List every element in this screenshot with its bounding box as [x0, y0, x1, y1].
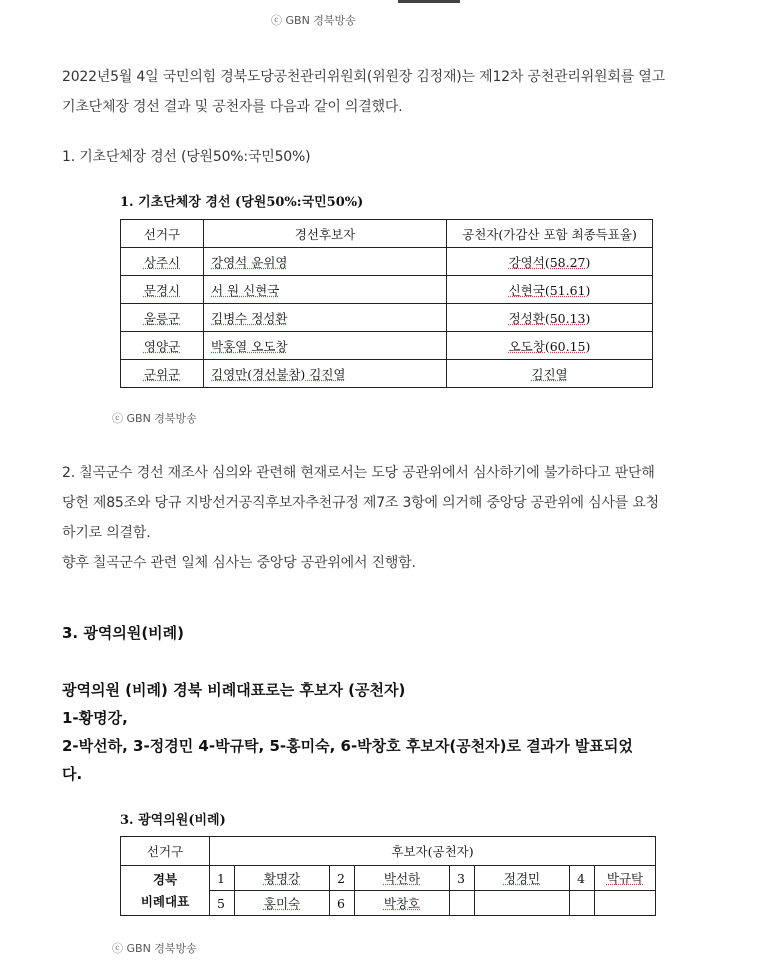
table1-caption: 1. 기초단체장 경선 (당원50%:국민50%)	[120, 195, 364, 210]
table-row	[121, 866, 656, 891]
district-cell: 군위군	[143, 366, 181, 382]
intro-paragraph	[62, 62, 665, 122]
candidates-cell: 강영석 윤위영	[211, 254, 288, 270]
nominee-cell: 홍미숙	[263, 896, 301, 911]
section2-line: 당헌 제85조와 당규 지방선거공직후보자추천규정 제7조 3항에 의거해 중앙당 공관위에 심사를 요청	[62, 495, 659, 511]
header-district: 선거구	[121, 220, 204, 248]
table-row	[121, 332, 653, 360]
photo-credit-top: ⓒ GBN 경북방송	[271, 14, 356, 27]
section2-line: 하기로 의결함.	[62, 525, 151, 541]
empty-cell	[595, 891, 656, 916]
rank-cell: 5	[210, 891, 235, 916]
rank-cell: 3	[450, 866, 475, 891]
table-header-row	[121, 220, 653, 248]
nominee-cell: 정성환(50.13)	[508, 310, 591, 326]
table-row	[121, 276, 653, 304]
empty-cell	[570, 891, 595, 916]
top-edge-bar	[398, 0, 460, 3]
empty-cell	[475, 891, 570, 916]
header-candidates: 경선후보자	[204, 220, 447, 248]
district-line: 경북	[152, 871, 178, 887]
nominee-cell: 박선하	[383, 871, 421, 886]
district-cell: 영양군	[143, 338, 181, 354]
nominee-cell: 오도창(60.15)	[508, 338, 591, 354]
nominee-cell: 황명강	[263, 871, 301, 886]
nominee-cell: 박규탁	[606, 871, 644, 886]
section2-paragraph	[62, 458, 659, 578]
table-row	[121, 304, 653, 332]
district-line: 비례대표	[140, 893, 190, 909]
nominee-cell: 정경민	[503, 871, 541, 886]
district-cell: 상주시	[143, 254, 181, 270]
section3-line: 1-황명강,	[62, 709, 128, 727]
candidates-cell: 김영만(경선불참) 김진열	[211, 366, 346, 382]
nominee-cell: 신현국(51.61)	[508, 282, 591, 298]
rank-cell: 2	[330, 866, 355, 891]
section3-line: 다.	[62, 765, 83, 783]
section2-line: 2. 칠곡군수 경선 재조사 심의와 관련해 현재로서는 도당 공관위에서 심사하기에 불가하다고 판단해	[62, 465, 655, 481]
intro-line: 기초단체장 경선 결과 및 공천자를 다음과 같이 의결했다.	[62, 99, 403, 115]
rank-cell: 1	[210, 866, 235, 891]
section3-heading: 3. 광역의원(비례)	[62, 624, 185, 642]
header-nominee: 공천자(가감산 포함 최종득표율)	[447, 220, 653, 248]
candidates-cell: 박홍열 오도창	[211, 338, 288, 354]
section3-line: 2-박선하, 3-정경민 4-박규탁, 5-홍미숙, 6-박창호 후보자(공천자)로 결과가 발표되었	[62, 737, 633, 755]
rank-cell: 4	[570, 866, 595, 891]
nominee-cell: 김진열	[531, 366, 568, 382]
photo-credit-table1: ⓒ GBN 경북방송	[112, 412, 197, 425]
nominee-cell: 강영석(58.27)	[508, 254, 591, 270]
primary-results-table	[120, 219, 653, 388]
table-row	[121, 248, 653, 276]
intro-line: 2022년5월 4일 국민의힘 경북도당공천관리위원회(위원장 김정재)는 제12차 공천관리위원회를 열고	[62, 69, 665, 85]
section3-line: 광역의원 (비례) 경북 비례대표로는 후보자 (공천자)	[62, 681, 406, 699]
table-header-row	[121, 837, 656, 866]
section3-body	[62, 676, 633, 788]
nominee-cell: 박창호	[383, 896, 421, 911]
rank-cell: 6	[330, 891, 355, 916]
table2-caption: 3. 광역의원(비례)	[120, 813, 226, 828]
candidates-cell: 김병수 정성환	[211, 310, 288, 326]
table-row	[121, 360, 653, 388]
section1-heading: 1. 기초단체장 경선 (당원50%:국민50%)	[62, 149, 311, 165]
district-cell: 문경시	[143, 282, 181, 298]
district-cell	[121, 866, 210, 916]
section2-line: 향후 칠곡군수 관련 일체 심사는 중앙당 공관위에서 진행함.	[62, 555, 416, 571]
proportional-table	[120, 836, 656, 916]
empty-cell	[450, 891, 475, 916]
header-nominees: 후보자(공천자)	[210, 837, 656, 866]
header-district: 선거구	[121, 837, 210, 866]
photo-credit-table2: ⓒ GBN 경북방송	[112, 942, 197, 955]
candidates-cell: 서 원 신현국	[211, 282, 280, 298]
district-cell: 울릉군	[143, 310, 181, 326]
